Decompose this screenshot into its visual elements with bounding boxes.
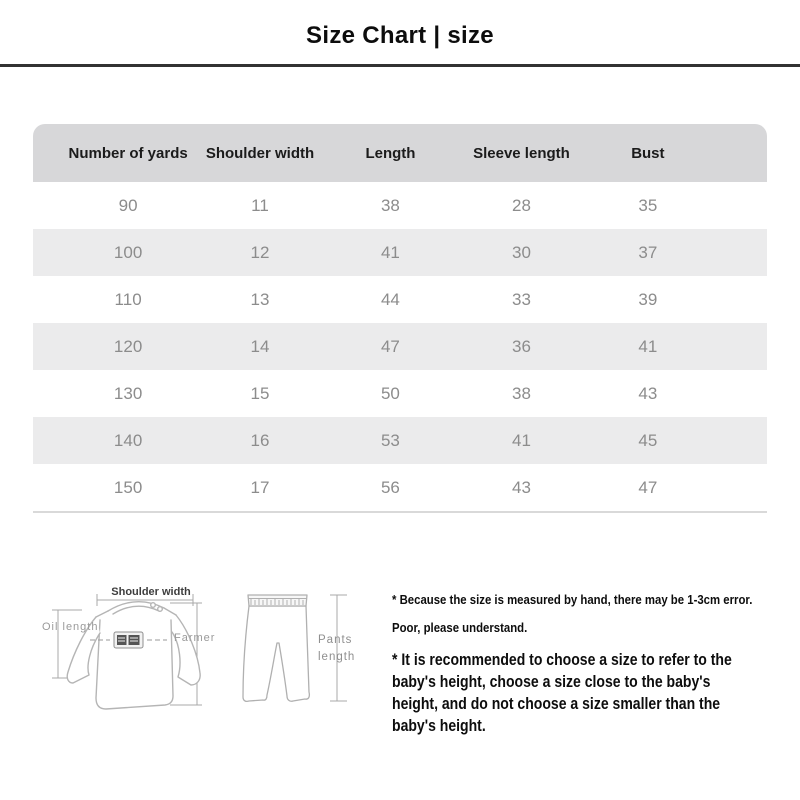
cell-sleeve: 41 (511, 430, 531, 450)
cell-length: 47 (380, 336, 400, 356)
table-row-size-110 (33, 276, 767, 323)
cell-bust: 37 (638, 242, 658, 262)
table-row-size-90 (33, 182, 767, 229)
cell-sleeve: 30 (511, 242, 531, 262)
cell-length: 44 (380, 289, 400, 309)
size-recommendation-note (392, 649, 732, 737)
table-row-size-150 (33, 464, 767, 511)
pants-length-label-line1: Pants (318, 634, 353, 646)
cell-shoulder: 13 (250, 289, 270, 309)
cell-size: 100 (113, 242, 143, 262)
cell-bust: 41 (638, 336, 658, 356)
cell-bust: 45 (638, 430, 658, 450)
cell-sleeve: 43 (511, 477, 531, 497)
cell-length: 53 (380, 430, 400, 450)
cell-bust: 43 (638, 383, 658, 403)
cell-size: 150 (113, 477, 143, 497)
cell-size: 140 (113, 430, 143, 450)
col-header-length: Length (365, 144, 416, 162)
cell-shoulder: 15 (250, 383, 270, 403)
col-header-sleeve-length: Sleeve length (473, 144, 570, 162)
cell-size: 130 (113, 383, 143, 403)
note-para-line-2: baby's height, choose a size close to the baby's (392, 673, 711, 691)
table-row-size-120 (33, 323, 767, 370)
cell-length: 38 (380, 195, 400, 215)
cell-shoulder: 11 (251, 195, 269, 215)
shirt-measurement-diagram (30, 578, 240, 743)
cell-length: 56 (380, 477, 400, 497)
table-row-size-100 (33, 229, 767, 276)
cell-length: 50 (380, 383, 400, 403)
col-header-number-of-yards: Number of yards (68, 144, 188, 162)
cell-size: 120 (113, 336, 143, 356)
col-header-shoulder-width: Shoulder width (205, 144, 315, 162)
note-line-2: Poor, please understand. (392, 620, 528, 635)
cell-size: 110 (114, 289, 142, 309)
pants-measurement-diagram (233, 583, 363, 713)
cell-shoulder: 16 (250, 430, 270, 450)
cell-sleeve: 33 (511, 289, 531, 309)
size-notes (392, 592, 787, 737)
title-divider (0, 64, 800, 67)
table-row-size-140 (33, 417, 767, 464)
garment-length-label: Farmer (174, 632, 216, 644)
measurement-error-note (392, 592, 753, 635)
cell-size: 90 (118, 195, 138, 215)
cell-bust: 39 (638, 289, 658, 309)
note-para-line-3: height, and do not choose a size smaller than the (392, 695, 721, 713)
page-title: Size Chart | size (306, 22, 494, 49)
sleeve-length-label: Oil length (42, 621, 99, 633)
cell-bust: 35 (638, 195, 658, 215)
measurement-guide-section (0, 578, 800, 778)
cell-shoulder: 17 (250, 477, 270, 497)
cell-length: 41 (380, 242, 400, 262)
cell-sleeve: 36 (511, 336, 531, 356)
pants-length-label-line2: length (318, 651, 356, 663)
col-header-bust: Bust (631, 144, 665, 162)
cell-bust: 47 (638, 477, 658, 497)
cell-shoulder: 14 (250, 336, 270, 356)
cell-shoulder: 12 (250, 242, 270, 262)
note-para-line-1: * It is recommended to choose a size to refer to the (392, 651, 732, 669)
table-header-row (33, 124, 767, 182)
table-row-size-130 (33, 370, 767, 417)
shoulder-width-label: Shoulder width (111, 586, 191, 598)
size-table (33, 124, 767, 513)
cell-sleeve: 28 (511, 195, 531, 215)
cell-sleeve: 38 (511, 383, 531, 403)
note-para-line-4: baby's height. (392, 717, 486, 735)
note-line-1: * Because the size is measured by hand, there may be 1-3cm error. (392, 592, 753, 607)
